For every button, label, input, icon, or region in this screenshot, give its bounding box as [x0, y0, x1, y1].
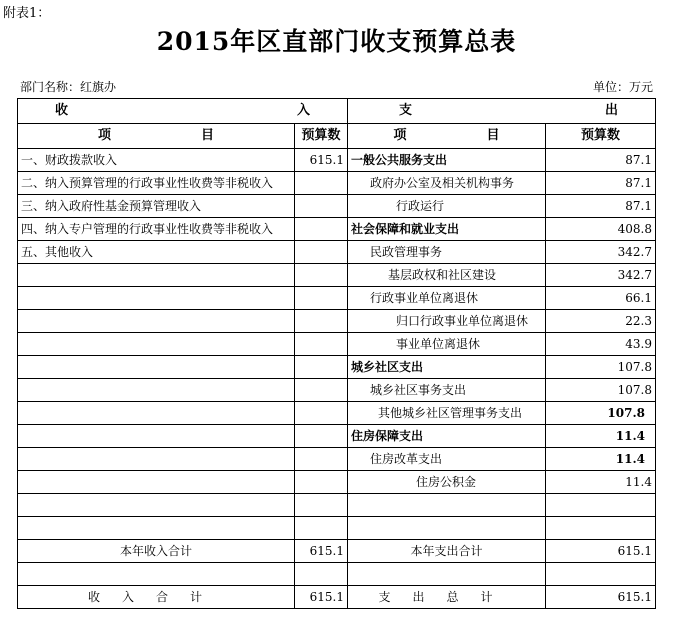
income-label [18, 310, 295, 333]
expense-value: 11.4 [546, 471, 656, 494]
income-value [295, 241, 348, 264]
unit-label: 单位：万元 [592, 80, 653, 94]
income-label [18, 356, 295, 379]
expense-value: 107.8 [546, 379, 656, 402]
page-title: 2015年区直部门收支预算总表 [156, 27, 517, 56]
income-value [295, 356, 348, 379]
expense-value: 342.7 [546, 264, 656, 287]
table-row [18, 494, 656, 517]
year-expense-total-label: 本年支出合计 [348, 540, 546, 563]
expense-label: 社会保障和就业支出 [348, 218, 546, 241]
year-income-total-label: 本年收入合计 [18, 540, 295, 563]
income-total-label: 收入合计 [18, 586, 295, 609]
item-header-right: 目 [486, 128, 500, 143]
table-row [18, 333, 656, 356]
income-label [18, 425, 295, 448]
income-value [295, 310, 348, 333]
income-value: 615.1 [295, 149, 348, 172]
expense-label: 住房改革支出 [348, 448, 546, 471]
income-label: 四、纳入专户管理的行政事业性收费等非税收入 [18, 218, 295, 241]
expense-label: 政府办公室及相关机构事务 [348, 172, 546, 195]
table-row [18, 218, 656, 241]
table-row [18, 195, 656, 218]
expense-label: 一般公共服务支出 [348, 149, 546, 172]
expense-label: 城乡社区支出 [348, 356, 546, 379]
income-value [295, 333, 348, 356]
expense-value: 66.1 [546, 287, 656, 310]
table-row [18, 241, 656, 264]
income-total-value: 615.1 [295, 586, 348, 609]
year-income-total-value: 615.1 [295, 540, 348, 563]
table-row [18, 471, 656, 494]
income-value [295, 379, 348, 402]
expense-label: 行政运行 [348, 195, 546, 218]
expense-header [348, 99, 656, 124]
year-total-row [18, 540, 656, 563]
expense-label: 城乡社区事务支出 [348, 379, 546, 402]
header-row-columns [18, 124, 656, 149]
income-label [18, 333, 295, 356]
income-label [18, 471, 295, 494]
table-row [18, 287, 656, 310]
annex-label: 附表1： [3, 6, 51, 21]
expense-value: 408.8 [546, 218, 656, 241]
budget-table [17, 98, 656, 609]
expense-value: 11.4 [546, 448, 656, 471]
item-header-left: 项 [97, 128, 111, 143]
income-value [295, 402, 348, 425]
income-label: 一、财政拨款收入 [18, 149, 295, 172]
expense-label: 归口行政事业单位离退休 [348, 310, 546, 333]
expense-label: 住房保障支出 [348, 425, 546, 448]
expense-value: 342.7 [546, 241, 656, 264]
income-value [295, 448, 348, 471]
item-header-left: 项 [393, 128, 407, 143]
expense-value: 87.1 [546, 172, 656, 195]
table-row [18, 448, 656, 471]
department-name: 部门名称：红旗办 [20, 80, 117, 94]
income-value [295, 287, 348, 310]
income-value [295, 195, 348, 218]
expense-label: 住房公积金 [348, 471, 546, 494]
income-item-header [18, 124, 295, 149]
expense-total-value: 615.1 [546, 586, 656, 609]
item-header-right: 目 [201, 128, 215, 143]
expense-label: 其他城乡社区管理事务支出 [348, 402, 546, 425]
expense-item-header [348, 124, 546, 149]
income-label [18, 264, 295, 287]
table-row [18, 172, 656, 195]
expense-label: 基层政权和社区建设 [348, 264, 546, 287]
expense-header-right: 出 [604, 103, 618, 118]
income-header [18, 99, 348, 124]
income-value [295, 264, 348, 287]
table-row [18, 563, 656, 586]
expense-label: 行政事业单位离退休 [348, 287, 546, 310]
expense-budget-header: 预算数 [546, 124, 656, 149]
expense-value: 11.4 [546, 425, 656, 448]
income-header-right: 入 [296, 103, 310, 118]
expense-value: 43.9 [546, 333, 656, 356]
expense-value: 107.8 [546, 356, 656, 379]
table-row [18, 517, 656, 540]
income-value [295, 425, 348, 448]
income-label [18, 448, 295, 471]
expense-label: 民政管理事务 [348, 241, 546, 264]
income-value [295, 218, 348, 241]
expense-header-left: 支 [399, 103, 413, 118]
year-expense-total-value: 615.1 [546, 540, 656, 563]
expense-value: 87.1 [546, 149, 656, 172]
income-label: 二、纳入预算管理的行政事业性收费等非税收入 [18, 172, 295, 195]
expense-value: 22.3 [546, 310, 656, 333]
table-row [18, 310, 656, 333]
table-row [18, 149, 656, 172]
expense-total-label: 支出总计 [348, 586, 546, 609]
income-value [295, 172, 348, 195]
expense-value: 87.1 [546, 195, 656, 218]
expense-label: 事业单位离退休 [348, 333, 546, 356]
income-label: 五、其他收入 [18, 241, 295, 264]
income-header-left: 收 [55, 103, 69, 118]
table-row [18, 402, 656, 425]
table-row [18, 425, 656, 448]
expense-value: 107.8 [546, 402, 656, 425]
income-label: 三、纳入政府性基金预算管理收入 [18, 195, 295, 218]
grand-total-row [18, 586, 656, 609]
header-row-income-expense [18, 99, 656, 124]
income-label [18, 287, 295, 310]
income-label [18, 379, 295, 402]
table-row [18, 264, 656, 287]
table-row [18, 356, 656, 379]
income-budget-header: 预算数 [295, 124, 348, 149]
income-label [18, 402, 295, 425]
table-row [18, 379, 656, 402]
income-value [295, 471, 348, 494]
